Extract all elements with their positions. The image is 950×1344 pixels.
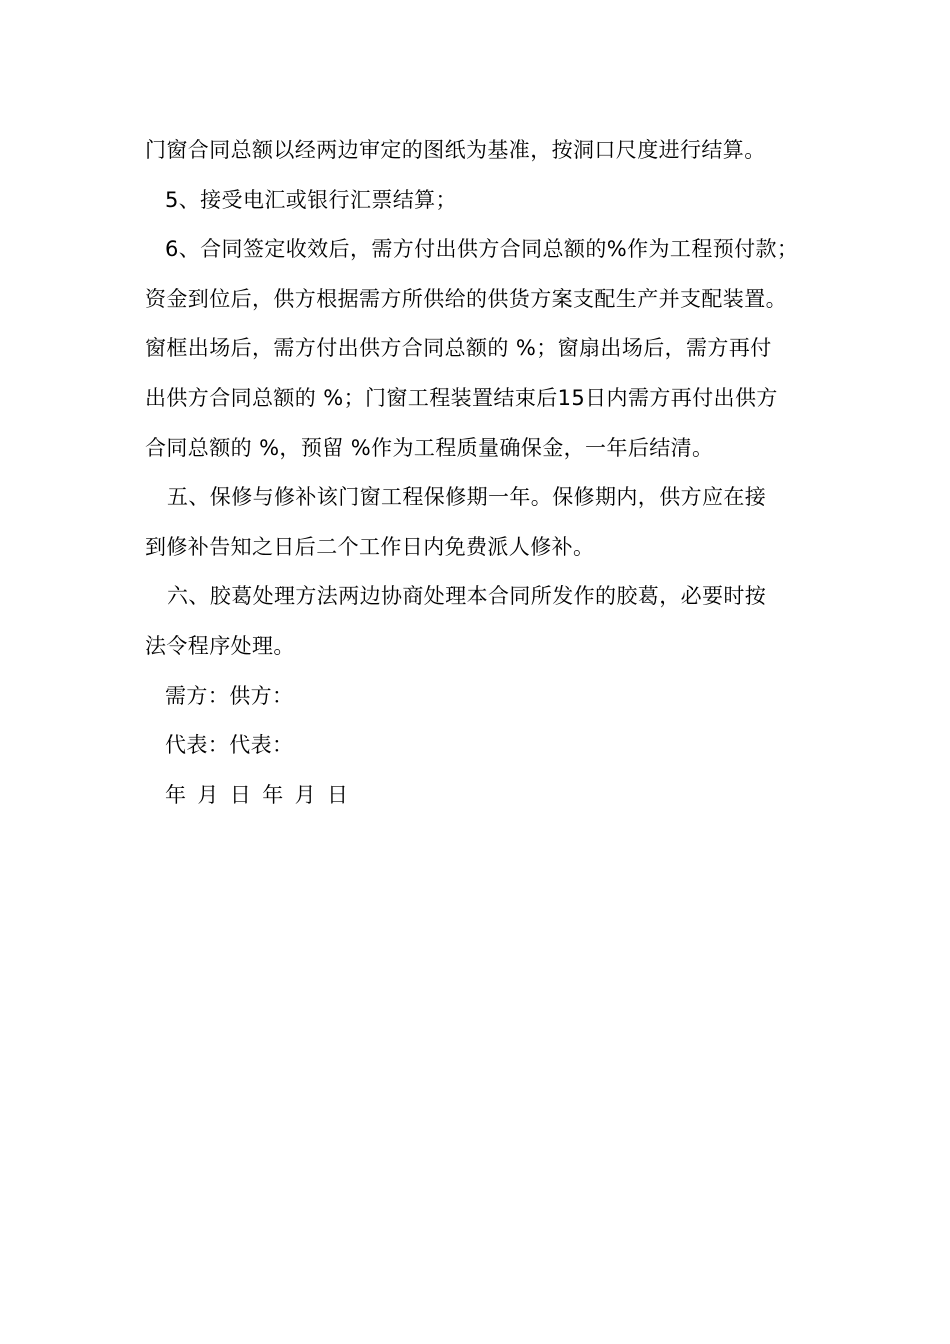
date-day-supplier: 日 bbox=[327, 782, 349, 807]
date-year-buyer: 年 bbox=[165, 782, 187, 807]
paragraph-quality-deposit: 合同总额的 %，预留 %作为工程质量确保金，一年后结清。 bbox=[145, 435, 714, 460]
contract-body bbox=[145, 126, 825, 820]
signature-dates bbox=[145, 771, 825, 821]
paragraph-advance-payment: 6、合同签定收效后，需方付出供方合同总额的%作为工程预付款； bbox=[165, 237, 799, 262]
date-month-supplier: 月 bbox=[294, 782, 317, 807]
paragraph-dispute: 六、胶葛处理方法两边协商处理本合同所发作的胶葛，必要时按 bbox=[167, 584, 767, 609]
paragraph-frame-payment: 窗框出场后，需方付出供方合同总额的 %；窗扇出场后，需方再付 bbox=[145, 336, 772, 361]
paragraph-warranty-continued: 到修补告知之日后二个工作日内免费派人修补。 bbox=[145, 534, 595, 559]
signature-parties: 需方：供方： bbox=[165, 683, 294, 708]
paragraph-payment-method: 5、接受电汇或银行汇票结算； bbox=[165, 187, 457, 212]
paragraph-settlement-basis: 门窗合同总额以经两边审定的图纸为基准，按洞口尺度进行结算。 bbox=[145, 138, 766, 162]
paragraph-production-arrangement: 资金到位后，供方根据需方所供给的供货方案支配生产并支配装置。 bbox=[145, 286, 787, 311]
date-year-supplier: 年 bbox=[262, 782, 284, 807]
date-day-buyer: 日 bbox=[229, 782, 252, 807]
paragraph-installation-payment: 出供方合同总额的 %；门窗工程装置结束后15日内需方再付出供方 bbox=[145, 385, 778, 410]
signature-representatives: 代表：代表： bbox=[165, 733, 294, 758]
date-month-buyer: 月 bbox=[197, 782, 219, 807]
paragraph-warranty: 五、保修与修补该门窗工程保修期一年。保修期内，供方应在接 bbox=[167, 485, 767, 510]
paragraph-dispute-continued: 法令程序处理。 bbox=[145, 633, 295, 658]
